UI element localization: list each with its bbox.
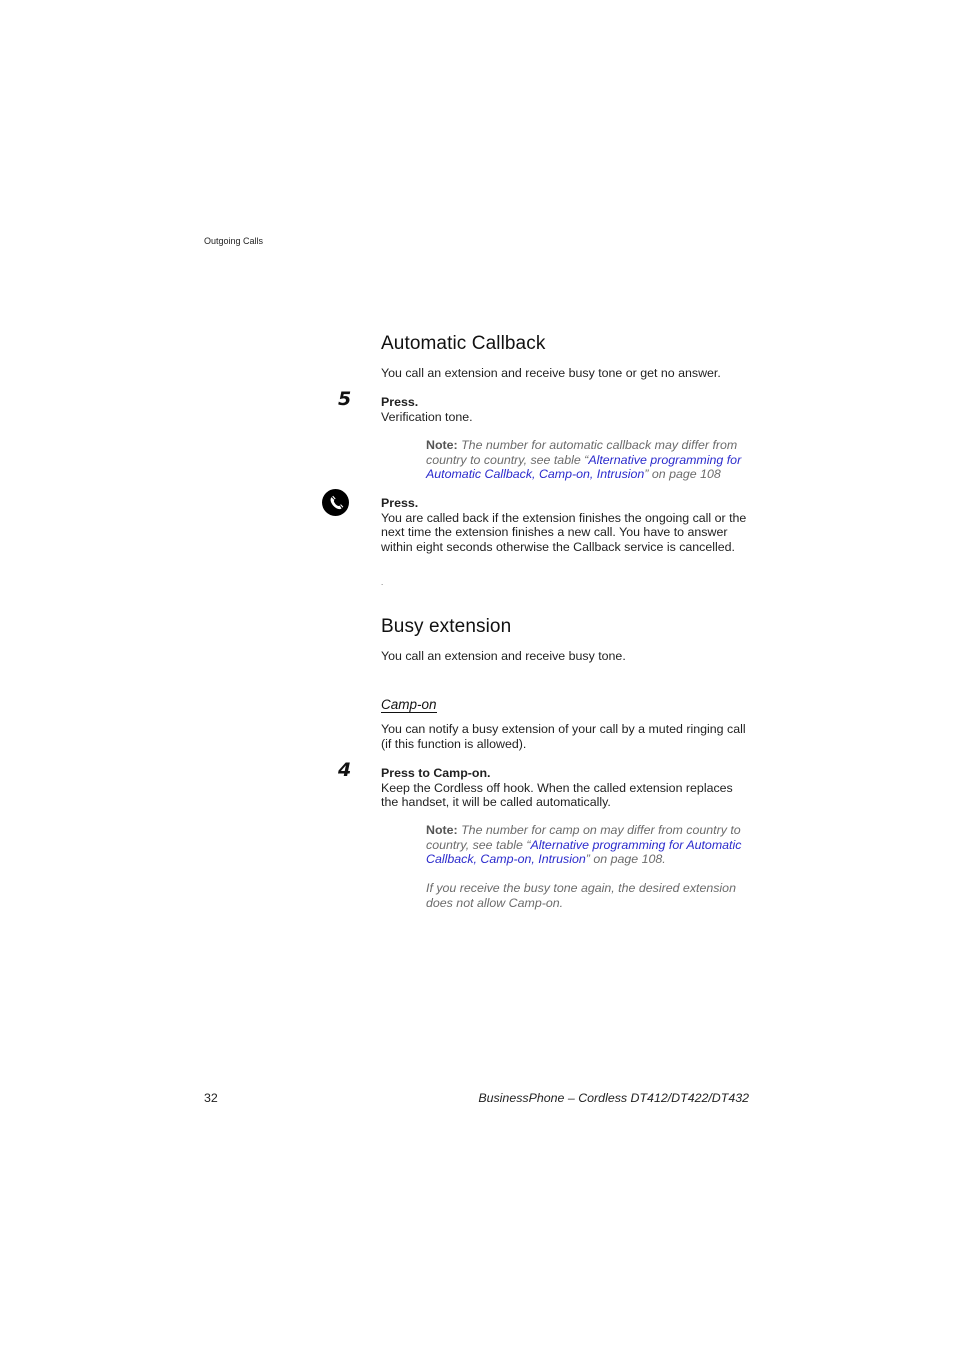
camp-on-intro: You can notify a busy extension of your call by a muted ringing call (if this function is allowed).	[381, 722, 746, 751]
step-action: Press to Camp-on.	[381, 766, 491, 780]
footer-title: BusinessPhone – Cordless DT412/DT422/DT432	[478, 1091, 749, 1105]
phone-handset-icon	[322, 489, 349, 516]
note-label: Note:	[426, 438, 458, 452]
step-result: You are called back if the extension finishes the ongoing call or the next time the extension finishes a new call. You have to answer within eight seconds otherwise the Callback service is cancelled.	[381, 510, 747, 554]
note-text: The number for camp on may differ from country to country, see table “	[426, 823, 741, 852]
note-label: Note:	[426, 823, 458, 837]
step-instruction	[381, 395, 751, 424]
step-instruction	[381, 766, 751, 810]
section-title-busy-extension: Busy extension	[381, 616, 512, 637]
note-text-after: ” on page 108	[644, 467, 721, 482]
note-camp-on	[426, 823, 751, 867]
running-header: Outgoing Calls	[204, 236, 264, 246]
note-text-after: ” on page 108.	[585, 852, 666, 867]
subsection-title-camp-on: Camp-on	[381, 697, 437, 712]
note-automatic-callback	[426, 438, 751, 482]
stray-dot: .	[381, 578, 384, 587]
page-number: 32	[204, 1091, 218, 1105]
busy-extension-intro: You call an extension and receive busy tone.	[381, 649, 626, 663]
step-result: Keep the Cordless off hook. When the called extension replaces the handset, it will be called automatically.	[381, 780, 733, 810]
step-action: Press.	[381, 395, 419, 409]
note-busy-tone: If you receive the busy tone again, the desired extension does not allow Camp-on.	[426, 881, 736, 910]
note-text: The number for automatic callback may differ from country to country, see table “	[426, 438, 738, 467]
automatic-callback-intro: You call an extension and receive busy tone or get no answer.	[381, 366, 721, 380]
note-link[interactable]: Alternative programming for Automatic Callback, Camp-on, Intrusion	[426, 452, 742, 482]
step-result: Verification tone.	[381, 409, 473, 424]
step-number-4: 4	[338, 759, 352, 781]
note-link[interactable]: Alternative programming for Automatic Callback, Camp-on, Intrusion	[426, 837, 742, 867]
step-instruction	[381, 496, 751, 554]
section-title-automatic-callback: Automatic Callback	[381, 333, 546, 354]
step-action: Press.	[381, 496, 419, 510]
step-number-5: 5	[338, 388, 352, 410]
